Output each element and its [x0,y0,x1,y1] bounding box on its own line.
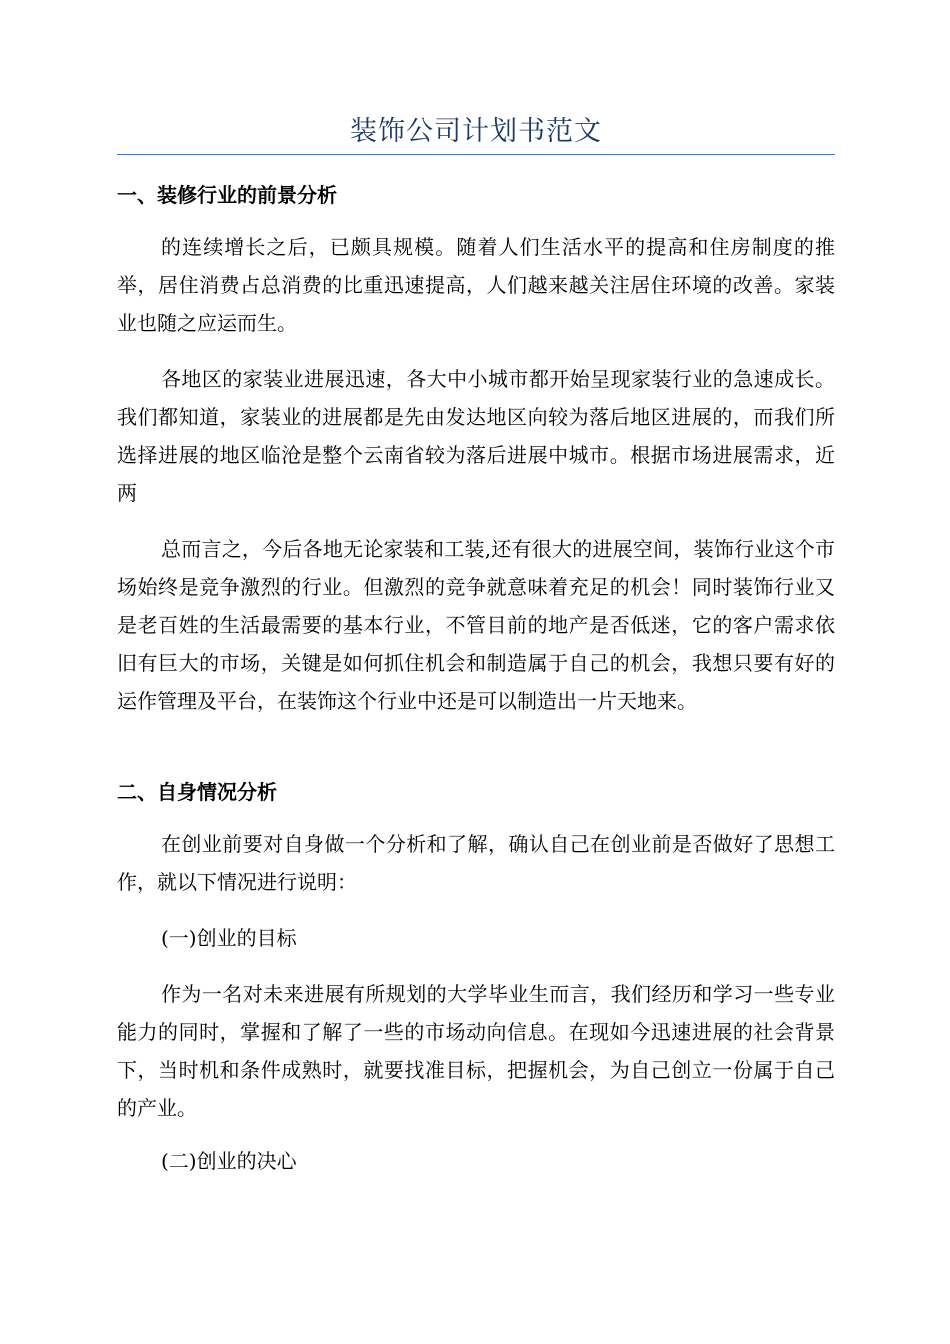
subheading-business-determination: (二)创业的决心 [161,1149,297,1173]
paragraph-summary: 总而言之，今后各地无论家装和工装,还有很大的进展空间，装饰行业这个市场始终是竞争激烈的行业。但激烈的竞争就意味着充足的机会！同时装饰行业又是老百姓的生活最需要的基本行业，不管目前的地产是否低迷，它的客户需求依旧有巨大的市场，关键是如何抓住机会和制造属于自己的机会，我想只要有好的运作管理及平台，在装饰这个行业中还是可以制造出一片天地来。 [117,537,835,713]
document-title: 装饰公司计划书范文 [350,116,602,147]
paragraph-self-analysis-intro: 在创业前要对自身做一个分析和了解，确认自己在创业前是否做好了思想工作，就以下情况进行说明： [117,832,835,894]
title-underline [117,154,835,155]
subheading-business-goal: (一)创业的目标 [161,926,297,950]
section-heading-self-analysis: 二、自身情况分析 [117,780,277,804]
paragraph-business-goal: 作为一名对未来进展有所规划的大学毕业生而言，我们经历和学习一些专业能力的同时，掌握和了解了一些的市场动向信息。在现如今迅速进展的社会背景下，当时机和条件成熟时，就要找准目标，把握机会，为自己创立一份属于自己的产业。 [117,982,835,1120]
section-heading-industry-outlook: 一、装修行业的前景分析 [117,183,337,207]
paragraph-regional-development: 各地区的家装业进展迅速，各大中小城市都开始呈现家装行业的急速成长。我们都知道，家装业的进展都是先由发达地区向较为落后地区进展的，而我们所选择进展的地区临沧是整个云南省较为落后进展中城市。根据市场进展需求，近两 [117,367,835,505]
paragraph-market-growth: 的连续增长之后，已颇具规模。随着人们生活水平的提高和住房制度的推举，居住消费占总消费的比重迅速提高，人们越来越关注居住环境的改善。家装业也随之应运而生。 [117,235,835,335]
